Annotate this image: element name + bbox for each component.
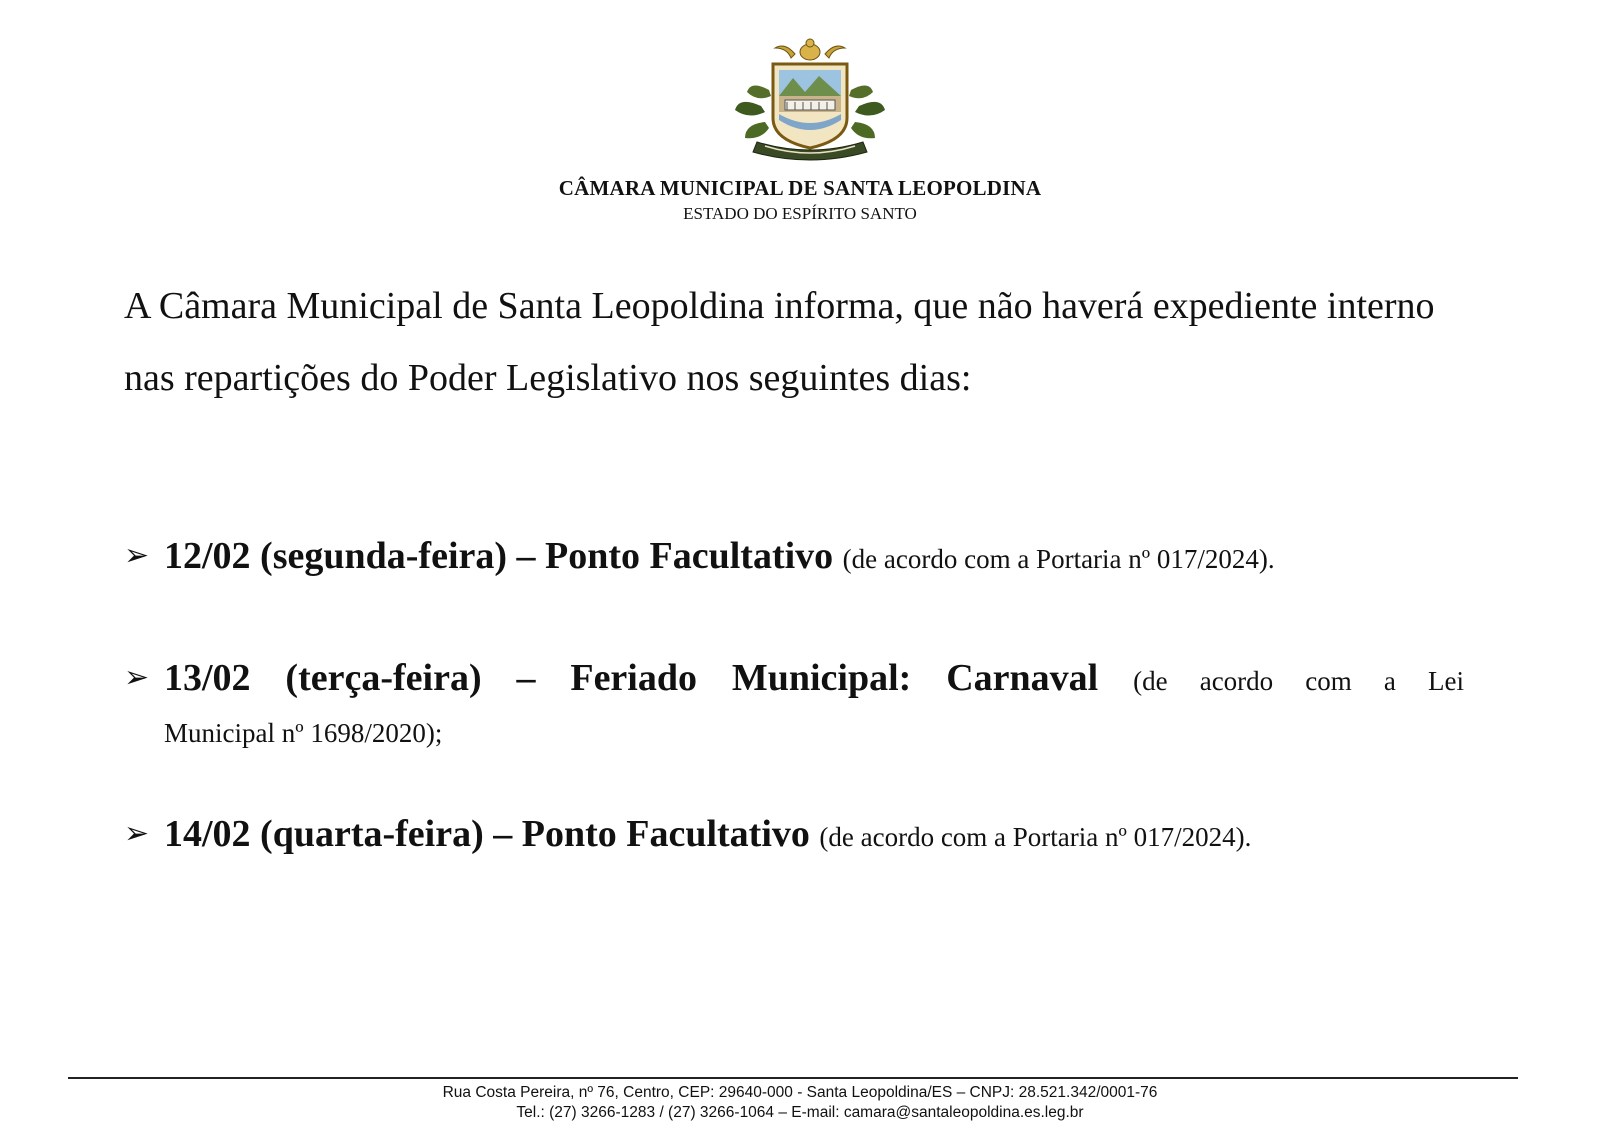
item-date-label: 14/02 (quarta-feira) – Ponto Facultativo [164, 813, 810, 855]
footer-address: Rua Costa Pereira, nº 76, Centro, CEP: 29640-000 - Santa Leopoldina/ES – CNPJ: 28.521.342/0001-76 [442, 1084, 1158, 1101]
arrow-bullet-icon: ➢ [124, 817, 150, 850]
municipal-coat-of-arms-icon [735, 36, 885, 164]
institution-subtitle: ESTADO DO ESPÍRITO SANTO [683, 204, 917, 223]
item-note: (de acordo com a Portaria nº 017/2024). [842, 544, 1275, 574]
intro-paragraph: A Câmara Municipal de Santa Leopoldina informa, que não haverá expediente interno nas repartições do Poder Legislativo nos seguintes dias: [124, 285, 1435, 399]
list-item [124, 530, 1464, 585]
footer-contact: Tel.: (27) 3266-1283 / (27) 3266-1064 – E-mail: camara@santaleopoldina.es.leg.br [516, 1104, 1084, 1121]
item-note: (de acordo com a Lei [1133, 666, 1465, 696]
item-note-continued: Municipal nº 1698/2020); [164, 718, 443, 748]
list-item [124, 652, 1464, 753]
item-date-label: 12/02 (segunda-feira) – Ponto Facultativo [164, 535, 834, 577]
arrow-bullet-icon: ➢ [124, 539, 150, 572]
institution-title: CÂMARA MUNICIPAL DE SANTA LEOPOLDINA [558, 176, 1042, 200]
item-note: (de acordo com a Portaria nº 017/2024). [819, 822, 1252, 852]
item-date-label: 13/02 (terça-feira) – Feriado Municipal: Carnaval [164, 657, 1099, 699]
footer-divider [68, 1077, 1518, 1079]
list-item [124, 808, 1464, 863]
arrow-bullet-icon: ➢ [124, 661, 150, 694]
